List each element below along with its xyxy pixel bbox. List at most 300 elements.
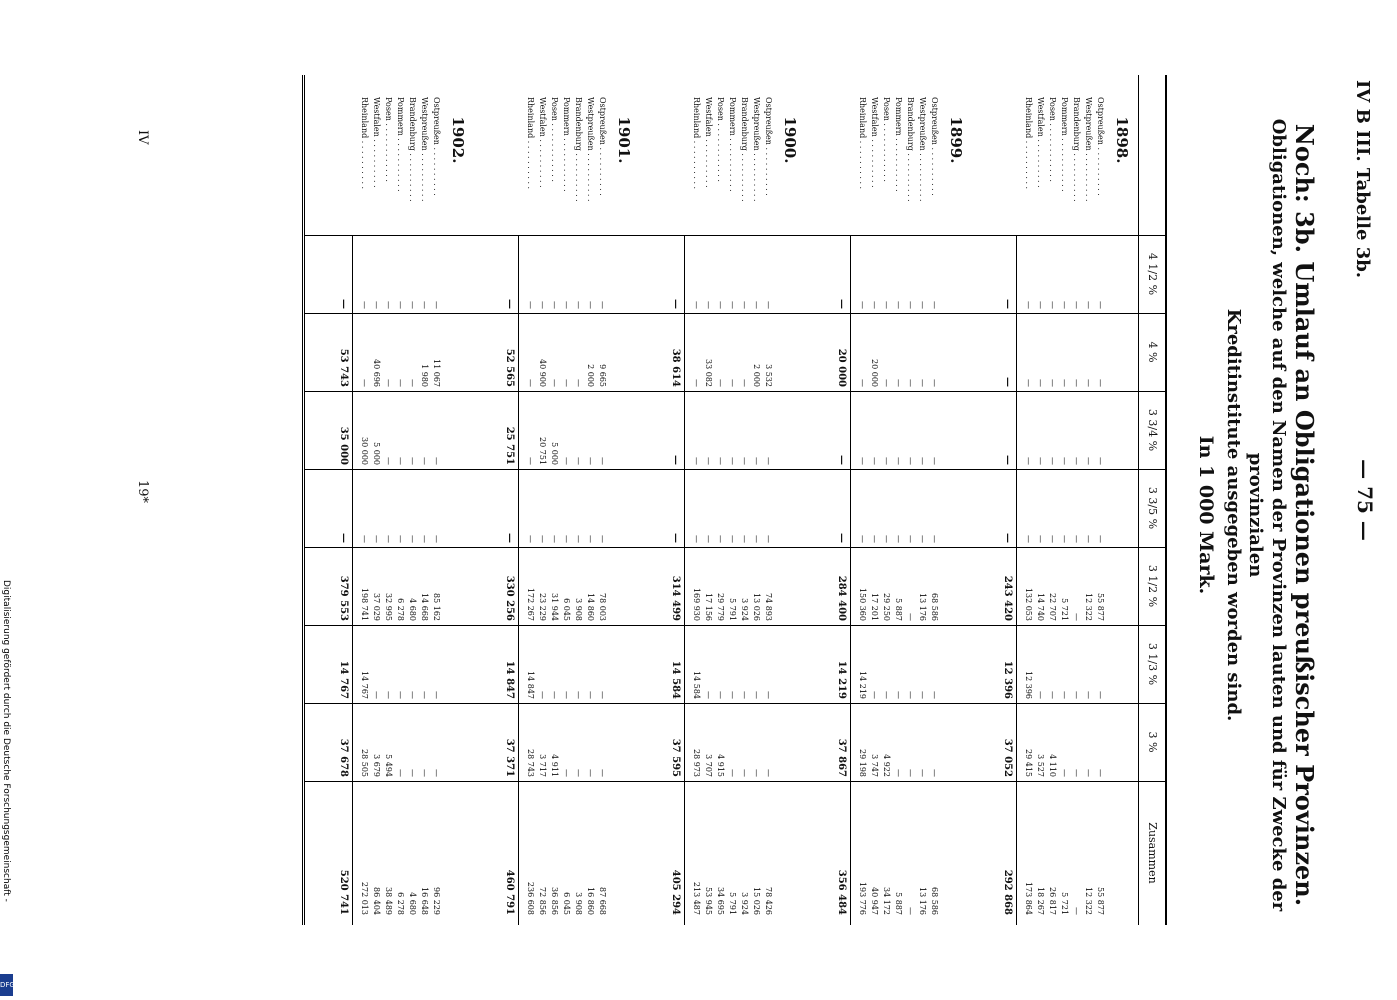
cell-value: — (752, 535, 761, 543)
cell-value: 5 791 (728, 892, 737, 915)
cell-value: — (598, 457, 607, 465)
total-row (503, 75, 515, 925)
cell-value: 14 219 (858, 671, 867, 699)
cell-value: 15 026 (752, 887, 761, 915)
cell-value: — (526, 379, 535, 387)
row-label: Ostpreußen . . . . . . . . . . (598, 97, 607, 196)
cell-value: — (360, 379, 369, 387)
total-value: — (670, 533, 681, 543)
column-header: 3 1/2 % (1146, 564, 1159, 608)
cell-value: — (1084, 379, 1093, 387)
row-label: Rheinland . . . . . . . . . . (1024, 97, 1033, 190)
cell-value: — (550, 379, 559, 387)
cell-value: — (574, 769, 583, 777)
cell-value: 3 924 (740, 892, 749, 915)
cell-value: — (396, 769, 405, 777)
row-label: Pommern . . . . . . . . . . . (1060, 97, 1069, 192)
total-value: 38 614 (670, 348, 681, 387)
cell-value: — (360, 301, 369, 309)
cell-value: — (562, 301, 571, 309)
cell-value: 72 856 (538, 887, 547, 915)
cell-value: 6 278 (396, 892, 405, 915)
column-header: Zusammen (1146, 822, 1159, 884)
cell-value: — (1024, 535, 1033, 543)
cell-value: 4 680 (408, 892, 417, 915)
row-label: Posen . . . . . . . . . . . . (550, 97, 559, 182)
cell-value: — (882, 691, 891, 699)
cell-value: — (384, 457, 393, 465)
cell-value: — (1072, 691, 1081, 699)
cell-value: 30 000 (360, 437, 369, 465)
signature-mark: IV (135, 130, 150, 145)
cell-value: — (360, 535, 369, 543)
total-rule (1016, 235, 1017, 925)
row-label: Rheinland . . . . . . . . . . (526, 97, 535, 190)
cell-value: — (420, 535, 429, 543)
cell-value: 29 779 (716, 593, 725, 621)
cell-value: 5 721 (1060, 598, 1069, 621)
cell-value: 68 586 (930, 593, 939, 621)
year-block (639, 75, 799, 925)
cell-value: — (1072, 457, 1081, 465)
cell-value: — (882, 457, 891, 465)
cell-value: — (550, 301, 559, 309)
total-value: 356 484 (836, 869, 847, 915)
table-row (1060, 75, 1069, 925)
cell-value: — (740, 457, 749, 465)
cell-value: — (870, 535, 879, 543)
cell-value: 87 668 (598, 887, 607, 915)
table-row (870, 75, 879, 925)
cell-value: — (1060, 535, 1069, 543)
cell-value: — (728, 301, 737, 309)
cell-value: — (1096, 769, 1105, 777)
cell-value: — (716, 301, 725, 309)
table-row (752, 75, 761, 925)
total-rule (684, 235, 685, 925)
cell-value: — (930, 301, 939, 309)
cell-value: 6 278 (396, 598, 405, 621)
cell-value: 14 740 (1036, 593, 1045, 621)
cell-value: — (894, 535, 903, 543)
cell-value: — (1084, 457, 1093, 465)
cell-value: — (598, 301, 607, 309)
cell-value: — (918, 457, 927, 465)
row-label: Westfalen . . . . . . . . . . (538, 97, 547, 188)
total-value: 25 751 (504, 426, 515, 465)
cell-value: — (408, 535, 417, 543)
cell-value: 5 887 (894, 598, 903, 621)
total-value: — (1002, 299, 1013, 309)
table-row (930, 75, 939, 925)
total-rule (518, 235, 519, 925)
cell-value: — (930, 457, 939, 465)
cell-value: 40 947 (870, 887, 879, 915)
table-row (1024, 75, 1033, 925)
cell-value: — (526, 535, 535, 543)
cell-value: — (432, 301, 441, 309)
cell-value: 28 973 (692, 749, 701, 777)
cell-value: — (1096, 535, 1105, 543)
total-value: 284 400 (836, 575, 847, 621)
table-row (740, 75, 749, 925)
total-rule (352, 235, 353, 925)
cell-value: 150 360 (858, 587, 867, 621)
cell-value: — (1048, 301, 1057, 309)
cell-value: — (692, 457, 701, 465)
cell-value: 55 877 (1096, 593, 1105, 621)
row-label: Brandenburg . . . . . . . . . . (574, 97, 583, 202)
total-row (669, 75, 681, 925)
year-block (473, 75, 633, 925)
total-value: 37 595 (670, 738, 681, 777)
cell-value: — (1084, 691, 1093, 699)
cell-value: 28 505 (360, 749, 369, 777)
table-row (1036, 75, 1045, 925)
cell-value: — (408, 457, 417, 465)
cell-value: 6 045 (562, 892, 571, 915)
cell-value: 86 404 (372, 887, 381, 915)
cell-value: 17 201 (870, 593, 879, 621)
cell-value: 85 162 (432, 593, 441, 621)
cell-value: — (918, 379, 927, 387)
cell-value: — (740, 301, 749, 309)
total-value: 330 256 (504, 575, 515, 621)
cell-value: — (1036, 379, 1045, 387)
cell-value: — (526, 457, 535, 465)
cell-value: — (1048, 379, 1057, 387)
column-header: 4 1/2 % (1146, 252, 1159, 296)
cell-value: — (1060, 379, 1069, 387)
cell-value: 31 944 (550, 593, 559, 621)
cell-value: 29 198 (858, 749, 867, 777)
cell-value: 34 695 (716, 887, 725, 915)
total-value: 460 791 (504, 869, 515, 915)
row-label: Westfalen . . . . . . . . . . (372, 97, 381, 188)
row-label: Posen . . . . . . . . . . . . (716, 97, 725, 182)
cell-value: — (1048, 535, 1057, 543)
cell-value: 3 908 (574, 598, 583, 621)
total-value: 405 294 (670, 869, 681, 915)
cell-value: — (918, 769, 927, 777)
cell-value: 4 680 (408, 598, 417, 621)
cell-value: — (574, 691, 583, 699)
cell-value: — (538, 535, 547, 543)
cell-value: 38 489 (384, 887, 393, 915)
row-label: Posen . . . . . . . . . . . . (882, 97, 891, 182)
cell-value: — (598, 535, 607, 543)
cell-value: — (432, 457, 441, 465)
cell-value: — (764, 769, 773, 777)
cell-value: — (764, 691, 773, 699)
cell-value: — (930, 535, 939, 543)
table-row (408, 75, 417, 925)
cell-value: — (420, 691, 429, 699)
table-row (562, 75, 571, 925)
row-label: Brandenburg . . . . . . . . . . (740, 97, 749, 202)
cell-value: — (906, 301, 915, 309)
cell-value: 4 911 (550, 754, 559, 777)
total-value: — (1002, 533, 1013, 543)
total-value: — (670, 455, 681, 465)
cell-value: 40 696 (372, 359, 381, 387)
cell-value: — (562, 457, 571, 465)
digitization-strip (0, 0, 14, 1000)
cell-value: — (1072, 535, 1081, 543)
table-row (420, 75, 429, 925)
table-row (894, 75, 903, 925)
cell-value: 14 860 (586, 593, 595, 621)
cell-value: — (538, 301, 547, 309)
cell-value: — (384, 301, 393, 309)
cell-value: — (586, 301, 595, 309)
table-row (538, 75, 547, 925)
column-header: 3 3/5 % (1146, 486, 1159, 530)
cell-value: — (574, 301, 583, 309)
cell-value: — (1060, 691, 1069, 699)
cell-value: — (574, 535, 583, 543)
cell-value: — (1060, 769, 1069, 777)
cell-value: — (740, 769, 749, 777)
cell-value: 55 877 (1096, 887, 1105, 915)
cell-value: 68 586 (930, 887, 939, 915)
cell-value: — (550, 535, 559, 543)
total-value: — (338, 299, 349, 309)
table-row (1084, 75, 1093, 925)
cell-value: — (372, 691, 381, 699)
cell-value: — (432, 535, 441, 543)
cell-value: — (716, 535, 725, 543)
cell-value: 22 707 (1048, 593, 1057, 621)
row-label: Ostpreußen . . . . . . . . . . (1096, 97, 1105, 196)
table-row (692, 75, 701, 925)
cell-value: 2 000 (586, 364, 595, 387)
cell-value: — (1096, 379, 1105, 387)
data-table (302, 75, 1167, 925)
page-header (1349, 40, 1379, 960)
table-row (432, 75, 441, 925)
cell-value: — (1072, 907, 1081, 915)
cell-value: — (586, 535, 595, 543)
column-header: 3 % (1146, 731, 1159, 753)
cell-value: — (870, 691, 879, 699)
cell-value: 169 930 (692, 587, 701, 621)
cell-value: — (716, 691, 725, 699)
cell-value: 2 000 (752, 364, 761, 387)
cell-value: — (408, 301, 417, 309)
cell-value: — (918, 301, 927, 309)
cell-value: — (906, 457, 915, 465)
dfg-logo: DFG (0, 974, 13, 996)
cell-value: — (906, 691, 915, 699)
cell-value: 4 922 (882, 754, 891, 777)
cell-value: — (728, 691, 737, 699)
cell-value: — (870, 301, 879, 309)
total-value: — (338, 533, 349, 543)
cell-value: — (396, 457, 405, 465)
cell-value: — (1060, 301, 1069, 309)
cell-value: — (930, 691, 939, 699)
total-value: 379 553 (338, 575, 349, 621)
column-header: 3 3/4 % (1146, 408, 1159, 452)
cell-value: — (586, 691, 595, 699)
cell-value: 20 000 (870, 359, 879, 387)
cell-value: — (704, 457, 713, 465)
table-row (586, 75, 595, 925)
cell-value: 37 029 (372, 593, 381, 621)
cell-value: 20 751 (538, 437, 547, 465)
sheet-mark: 19* (135, 480, 150, 504)
cell-value: 17 156 (704, 593, 713, 621)
cell-value: — (1096, 691, 1105, 699)
cell-value: — (882, 301, 891, 309)
total-value: 243 420 (1002, 575, 1013, 621)
table-row (858, 75, 867, 925)
row-label: Pommern . . . . . . . . . . . (562, 97, 571, 192)
cell-value: 173 864 (1024, 881, 1033, 915)
cell-value: 3 924 (740, 598, 749, 621)
cell-value: 74 893 (764, 593, 773, 621)
cell-value: — (396, 379, 405, 387)
cell-value: 34 172 (882, 887, 891, 915)
cell-value: — (1036, 535, 1045, 543)
row-label: Westpreußen . . . . . . . . . . (752, 97, 761, 202)
total-value: 53 743 (338, 348, 349, 387)
cell-value: 3 747 (870, 754, 879, 777)
cell-value: 29 250 (882, 593, 891, 621)
total-value: 14 219 (836, 660, 847, 699)
cell-value: 96 229 (432, 887, 441, 915)
cell-value: 14 767 (360, 671, 369, 699)
table-row (882, 75, 891, 925)
cell-value: 5 721 (1060, 892, 1069, 915)
year-block (971, 75, 1131, 925)
cell-value: — (858, 457, 867, 465)
table-row (716, 75, 725, 925)
row-label: Pommern . . . . . . . . . . . (894, 97, 903, 192)
total-value: 20 000 (836, 348, 847, 387)
cell-value: — (740, 379, 749, 387)
total-value: — (504, 533, 515, 543)
cell-value: — (396, 691, 405, 699)
cell-value: — (408, 769, 417, 777)
row-label: Rheinland . . . . . . . . . . (692, 97, 701, 190)
cell-value: 193 776 (858, 881, 867, 915)
cell-value: 12 396 (1024, 671, 1033, 699)
total-value: — (1002, 377, 1013, 387)
cell-value: — (372, 301, 381, 309)
cell-value: — (692, 379, 701, 387)
cell-value: — (752, 301, 761, 309)
cell-value: — (906, 769, 915, 777)
cell-value: — (906, 379, 915, 387)
cell-value: 272 013 (360, 881, 369, 915)
cell-value: — (858, 379, 867, 387)
cell-value: — (728, 457, 737, 465)
total-value: 14 847 (504, 660, 515, 699)
row-label: Westfalen . . . . . . . . . . (1036, 97, 1045, 188)
cell-value: — (1036, 691, 1045, 699)
cell-value: — (930, 379, 939, 387)
cell-value: — (586, 457, 595, 465)
total-value: — (670, 299, 681, 309)
cell-value: — (692, 535, 701, 543)
cell-value: 213 487 (692, 881, 701, 915)
cell-value: — (894, 691, 903, 699)
cell-value: — (538, 691, 547, 699)
row-label: Westpreußen . . . . . . . . . . (918, 97, 927, 202)
cell-value: — (882, 535, 891, 543)
table-row (396, 75, 405, 925)
cell-value: 28 743 (526, 749, 535, 777)
cell-value: — (870, 457, 879, 465)
row-label: Westfalen . . . . . . . . . . (870, 97, 879, 188)
cell-value: 5 000 (372, 442, 381, 465)
cell-value: 198 741 (360, 587, 369, 621)
total-value: 52 565 (504, 348, 515, 387)
cell-value: 5 791 (728, 598, 737, 621)
row-label: Ostpreußen . . . . . . . . . . (930, 97, 939, 196)
table-row (918, 75, 927, 925)
row-label: Pommern . . . . . . . . . . . (396, 97, 405, 192)
cell-value: — (598, 691, 607, 699)
cell-value: 3 908 (574, 892, 583, 915)
cell-value: — (420, 301, 429, 309)
year-heading: 1898. (1113, 116, 1131, 164)
cell-value: — (882, 379, 891, 387)
table-row (704, 75, 713, 925)
cell-value: — (1048, 691, 1057, 699)
column-header-row (1138, 75, 1165, 925)
table-title (1194, 110, 1319, 920)
cell-value: — (752, 691, 761, 699)
cell-value: 53 945 (704, 887, 713, 915)
table-row (728, 75, 737, 925)
cell-value: 29 415 (1024, 749, 1033, 777)
table-row (372, 75, 381, 925)
row-label: Ostpreußen . . . . . . . . . . (764, 97, 773, 196)
cell-value: 36 856 (550, 887, 559, 915)
cell-value: — (752, 457, 761, 465)
unit-note: In 1 000 Mark. (1195, 435, 1218, 595)
section-reference: IV B III. Tabelle 3b. (1352, 80, 1373, 279)
total-value: 12 396 (1002, 660, 1013, 699)
cell-value: 13 176 (918, 593, 927, 621)
cell-value: 26 817 (1048, 887, 1057, 915)
cell-value: 3 527 (1036, 754, 1045, 777)
title-line-2b: Kreditinstitute ausgegeben worden sind. (1223, 308, 1244, 722)
total-row (1001, 75, 1013, 925)
cell-value: 3 707 (704, 754, 713, 777)
row-label: Ostpreußen . . . . . . . . . . (432, 97, 441, 196)
row-label: Westpreußen . . . . . . . . . . (586, 97, 595, 202)
cell-value: — (550, 691, 559, 699)
total-row (835, 75, 847, 925)
table-row (1096, 75, 1105, 925)
table-row (764, 75, 773, 925)
cell-value: — (752, 769, 761, 777)
cell-value: 40 900 (538, 359, 547, 387)
row-label: Posen . . . . . . . . . . . . (1048, 97, 1057, 182)
cell-value: — (562, 379, 571, 387)
cell-value: — (764, 535, 773, 543)
row-label: Brandenburg . . . . . . . . . . (906, 97, 915, 202)
year-heading: 1899. (947, 116, 965, 164)
cell-value: — (704, 301, 713, 309)
table-row (574, 75, 583, 925)
cell-value: — (728, 379, 737, 387)
cell-value: — (1024, 457, 1033, 465)
